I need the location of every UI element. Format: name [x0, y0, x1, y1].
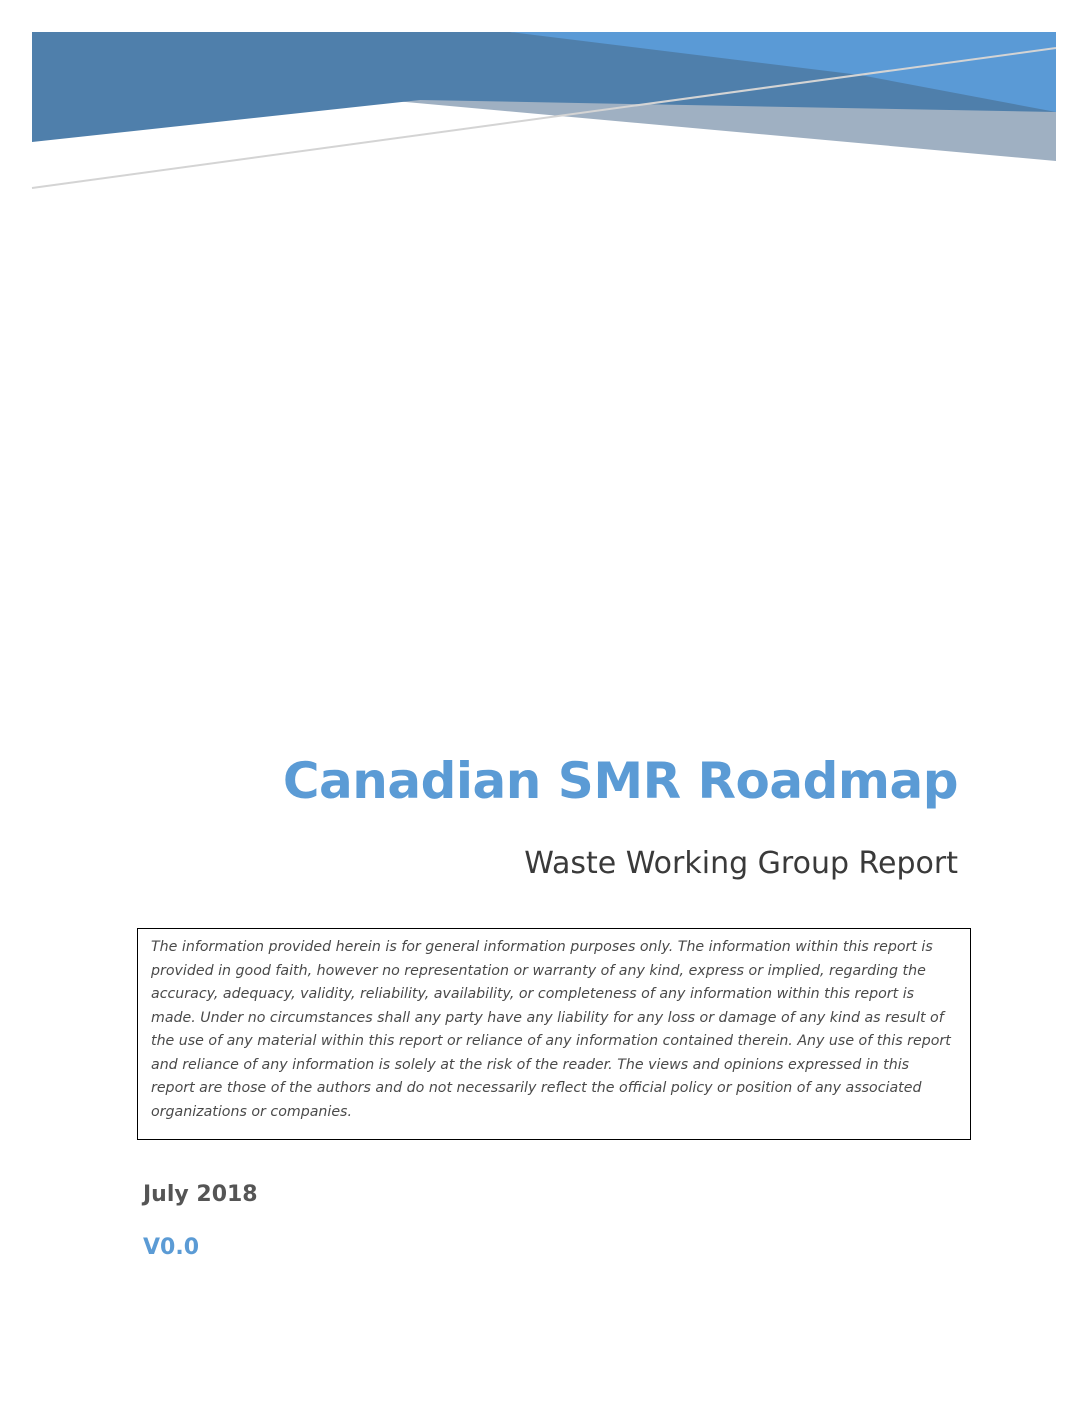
report-title: Canadian SMR Roadmap: [282, 752, 958, 810]
disclaimer-box: [137, 928, 971, 1140]
report-version: V0.0: [143, 1235, 199, 1260]
disclaimer-text: The information provided herein is for general information purposes only. The information within this report is provided in good faith, however no representation or warranty of any kind, express or implied, regarding the accuracy, adequacy, validity, reliability, availability, or completeness of any information within this report is made. Under no circumstances shall any party have any liability for any loss or damage of any kind as result of the use of any material within this report or reliance of any information contained therein. Any use of this report and reliance of any information is solely at the risk of the reader. The views and opinions expressed in this report are those of the authors and do not necessarily reflect the official policy or position of any associated organizations or companies.: [151, 939, 951, 1120]
report-date: July 2018: [143, 1182, 258, 1207]
report-subtitle: Waste Working Group Report: [524, 846, 958, 881]
header-banner-graphic: [0, 0, 1088, 200]
